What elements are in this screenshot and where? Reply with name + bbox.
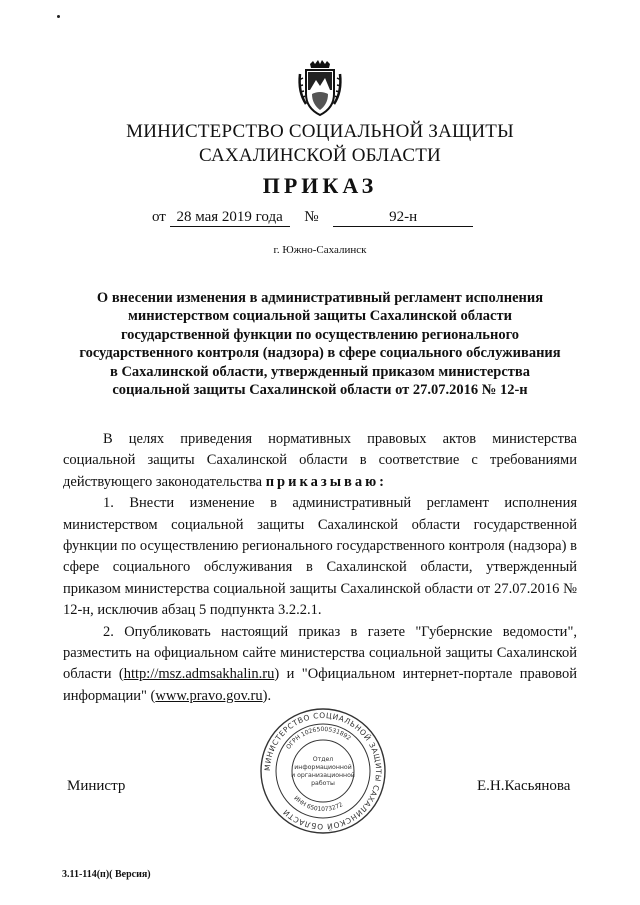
- city: г. Южно-Сахалинск: [273, 244, 367, 256]
- stamp-center-line: и организационной: [291, 772, 355, 779]
- item-2-paragraph: [63, 622, 577, 708]
- order-title: ПРИКАЗ: [262, 173, 378, 198]
- subject-line: государственной функции по осуществлению регионального: [120, 326, 520, 343]
- official-stamp: [258, 706, 388, 836]
- preamble-paragraph: [63, 429, 577, 493]
- subject-line: в Сахалинской области, утвержденный приказом министерства: [110, 363, 530, 380]
- document-code: 3.11-114(п)( Версия): [62, 869, 151, 880]
- ministry-line-1: МИНИСТЕРСТВО СОЦИАЛЬНОЙ ЗАЩИТЫ: [126, 121, 514, 142]
- signature-name: Е.Н.Касьянова: [477, 778, 571, 794]
- stamp-ring-text: МИНИСТЕРСТВО СОЦИАЛЬНОЙ ЗАЩИТЫ САХАЛИНСКОЙ ОБЛАСТИ: [262, 710, 384, 832]
- ministry-line-2: САХАЛИНСКОЙ ОБЛАСТИ: [199, 145, 441, 166]
- stamp-ogrn: ОГРН 1026500531892: [285, 725, 352, 751]
- stamp-center-line: работы: [311, 780, 335, 787]
- preamble-text: В целях приведения нормативных правовых актов министерства социальной защиты Сахалинской области в соответствие с требованиями действующего законодательства: [63, 431, 577, 490]
- order-number: 92-н: [333, 209, 473, 227]
- item-2-text: ).: [262, 687, 272, 704]
- order-word: приказываю:: [265, 473, 387, 490]
- ministry-name: [0, 120, 640, 168]
- ministry-site-link[interactable]: http://msz.admsakhalin.ru: [123, 666, 275, 683]
- legal-portal-link[interactable]: www.pravo.gov.ru: [155, 687, 263, 704]
- scan-dot: [57, 15, 60, 18]
- order-date: 28 мая 2019 года: [170, 209, 290, 227]
- subject-line: О внесении изменения в административный регламент исполнения: [96, 290, 544, 306]
- stamp-center-line: информационной: [294, 764, 352, 771]
- date-prefix: от: [152, 209, 166, 225]
- stamp-inn: ИНН 6501073272: [292, 794, 345, 814]
- signature-label: Министр: [67, 778, 126, 794]
- subject-line: социальной защиты Сахалинской области от 27.07.2016 № 12-н: [112, 382, 528, 399]
- item-2-text: ) и "Официальном интернет-портале правовой информации" (: [63, 666, 577, 704]
- subject-line: государственного контроля (надзора) в сфере социального обслуживания: [79, 345, 561, 362]
- order-body: [63, 429, 577, 707]
- coat-of-arms-emblem: [296, 60, 344, 118]
- subject-line: министерством социальной защиты Сахалинской области: [128, 308, 512, 325]
- order-subject: [65, 289, 575, 399]
- order-date-number-row: [152, 209, 473, 227]
- stamp-center-line: Отдел: [312, 756, 334, 763]
- number-sign: №: [304, 209, 319, 225]
- svg-text:ИНН 6501073272: [292, 795, 344, 813]
- item-1-paragraph: 1. Внести изменение в административный регламент исполнения министерством социальной защиты Сахалинской области государственной функции по осуществлению регионального государственного контроля (надзора) в сфере социального обслуживания в Сахалинской области, утвержденный приказом министерства социальной защиты Сахалинской области от 27.07.2016 № 12-н, исключив абзац 5 подпункта 3.2.2.1.: [63, 495, 577, 619]
- item-2-text: 2. Опубликовать настоящий приказ в газете "Губернские ведомости", разместить на официальном сайте министерства социальной защиты Сахалинской области (: [63, 623, 577, 683]
